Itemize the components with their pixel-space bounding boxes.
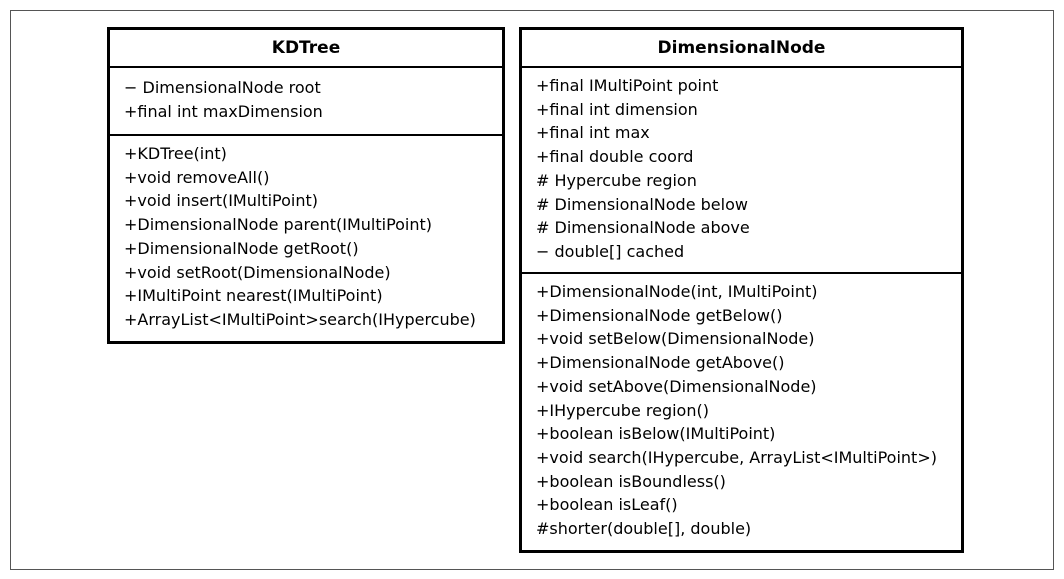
class-name: DimensionalNode [522,30,961,68]
method: +IHypercube region() [536,400,709,420]
method: +DimensionalNode getRoot() [124,238,359,258]
method: +IMultiPoint nearest(IMultiPoint) [124,286,383,306]
attribute: +final int max [536,123,650,143]
method: #shorter(double[], double) [536,519,752,539]
method: +void removeAll() [124,167,270,187]
method: +DimensionalNode getBelow() [536,305,783,325]
attribute: +final int maxDimension [124,101,323,121]
attribute: # DimensionalNode below [536,194,748,214]
method: +DimensionalNode getAbove() [536,353,785,373]
method: +void setBelow(DimensionalNode) [536,329,815,349]
attributes-section [110,68,502,134]
method: +void insert(IMultiPoint) [124,191,319,211]
method: +DimensionalNode parent(IMultiPoint) [124,215,433,235]
method: +ArrayList<IMultiPoint>search(IHypercube) [124,309,476,329]
method: +void setRoot(DimensionalNode) [124,262,391,282]
attribute: # DimensionalNode above [536,218,750,238]
class-box-dimensional-node [519,27,964,553]
method: +boolean isLeaf() [536,495,678,515]
class-box-kdtree [107,27,505,344]
method: +KDTree(int) [124,144,227,163]
attribute: # Hypercube region [536,170,697,190]
attributes-section [522,68,961,272]
class-name: KDTree [110,30,502,68]
method: +DimensionalNode(int, IMultiPoint) [536,282,818,301]
attribute: +final int dimension [536,99,698,119]
methods-section [522,272,961,549]
method: +void setAbove(DimensionalNode) [536,376,817,396]
method: +boolean isBelow(IMultiPoint) [536,424,776,444]
attribute: +final double coord [536,147,694,167]
methods-section [110,134,502,340]
attribute: +final IMultiPoint point [536,76,719,95]
attribute: − DimensionalNode root [124,78,321,97]
method: +void search(IHypercube, ArrayList<IMultiPoint>) [536,447,937,467]
attribute: − double[] cached [536,241,685,261]
method: +boolean isBoundless() [536,471,726,491]
